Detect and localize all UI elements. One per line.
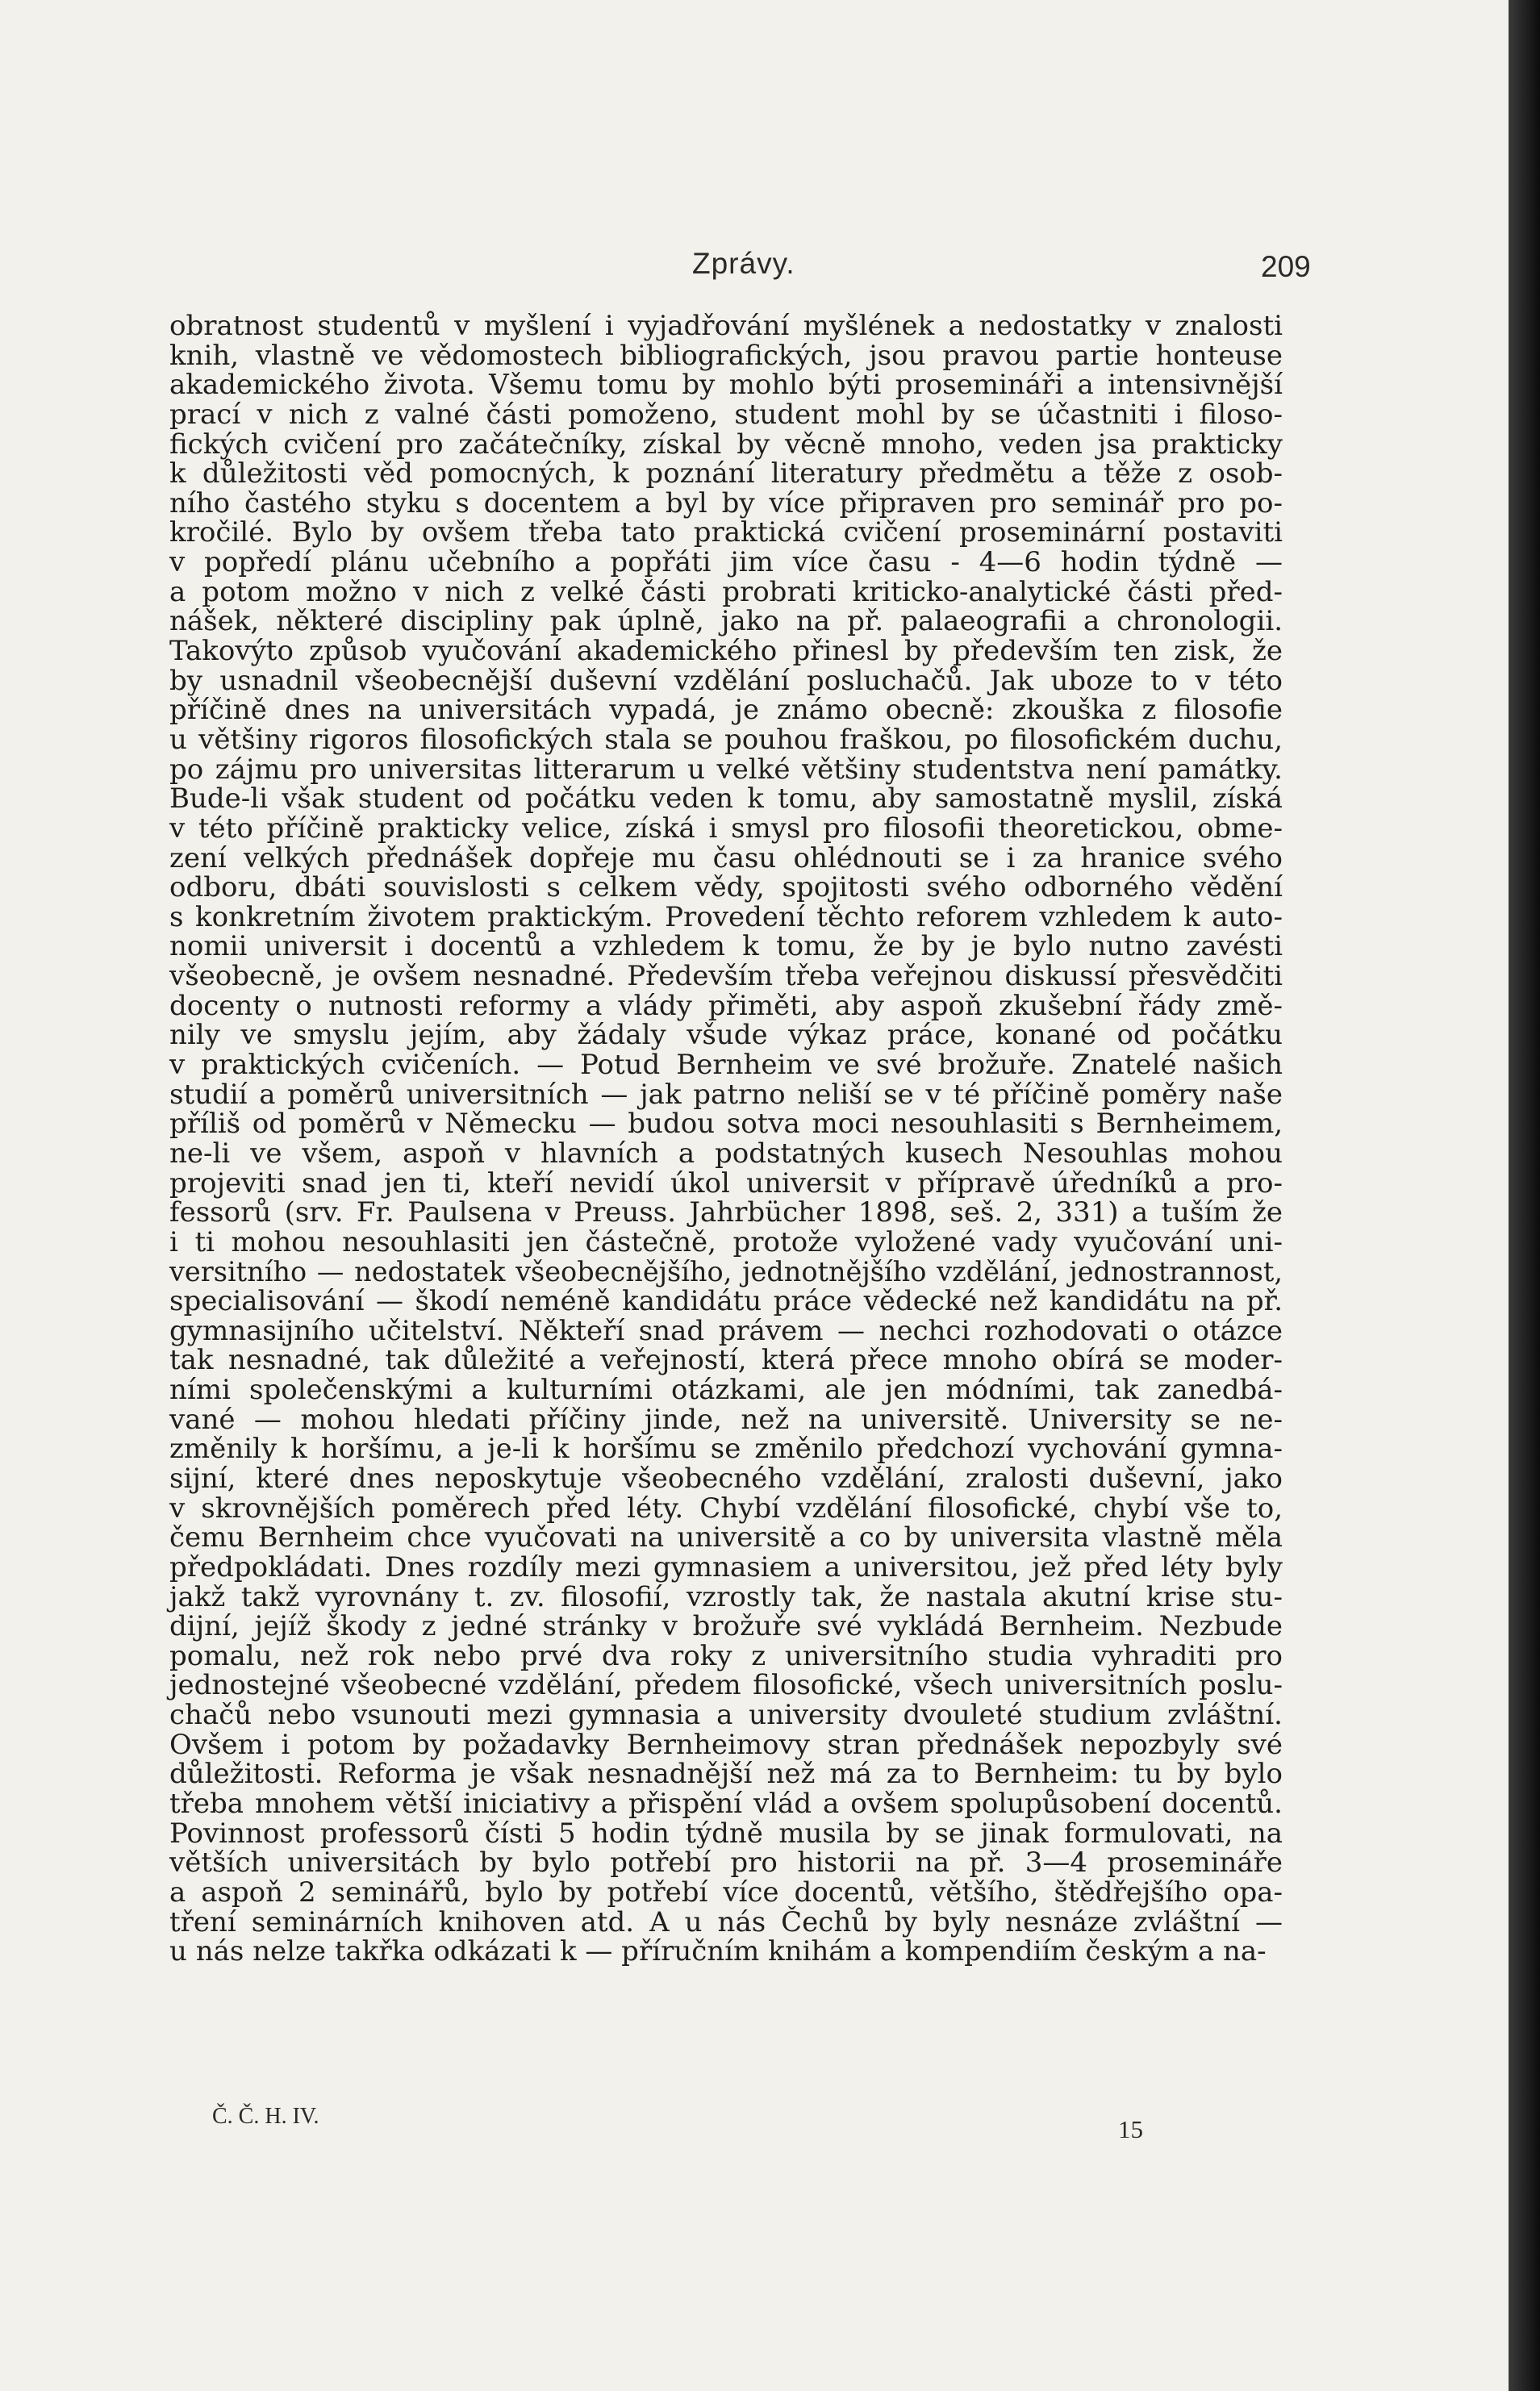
text-line: chačů nebo vsunouti mezi gymnasia a university dvouleté studium zvláštní. <box>169 1699 1283 1732</box>
text-line: tak nesnadné, tak důležité a veřejností, která přece mnoho obírá se moder- <box>169 1344 1283 1377</box>
text-line: fessorů (srv. Fr. Paulsena v Preuss. Jahrbücher 1898, seš. 2, 331) a tuším že <box>169 1196 1283 1229</box>
text-line: akademického života. Všemu tomu by mohlo býti prosemináři a intensivnější <box>169 369 1283 402</box>
text-line: předpokládati. Dnes rozdíly mezi gymnasiem a universitou, jež před léty byly <box>169 1550 1283 1584</box>
text-line: v této příčině prakticky velice, získá i smysl pro filosofii theoretickou, obme- <box>169 812 1283 845</box>
text-line: ními společenskými a kulturními otázkami, ale jen módními, tak zanedbá- <box>169 1374 1283 1407</box>
text-line: versitního — nedostatek všeobecnějšího, jednotnějšího vzdělání, jednostrannost, <box>169 1255 1283 1287</box>
scan-edge <box>1509 0 1540 2391</box>
text-line: Povinnost professorů čísti 5 hodin týdně musila by se jinak formulovati, na <box>169 1817 1283 1850</box>
text-line: v praktických cvičeních. — Potud Bernheim ve své brožuře. Znatelé našich <box>169 1049 1283 1082</box>
text-line: pomalu, než rok nebo prvé dva roky z universitního studia vyhraditi pro <box>169 1639 1283 1672</box>
text-line: důležitosti. Reforma je však nesnadnější než má za to Bernheim: tu by bylo <box>169 1758 1283 1791</box>
text-line: prací v nich z valné části pomoženo, student mohl by se účastniti i filoso- <box>169 398 1283 431</box>
text-line: nášek, některé discipliny pak úplně, jako na př. palaeografii a chronologii. <box>169 605 1283 638</box>
text-line: vané — mohou hledati příčiny jinde, než na universitě. University se ne- <box>169 1403 1283 1436</box>
text-line: ne-li ve všem, aspoň v hlavních a podstatných kusech Nesouhlas mohou <box>169 1137 1283 1170</box>
text-line: Takovýto způsob vyučování akademického přinesl by především ten zisk, že <box>169 635 1283 668</box>
text-line: s konkretním životem praktickým. Provedení těchto reforem vzhledem k auto- <box>169 900 1283 933</box>
text-line: nomii universit i docentů a vzhledem k tomu, že by je bylo nutno zavésti <box>169 930 1283 963</box>
text-line: k důležitosti věd pomocných, k poznání literatury předmětu a těže z osob- <box>169 457 1283 490</box>
text-line: všeobecně, je ovšem nesnadné. Především třeba veřejnou diskussí přesvědčiti <box>169 960 1283 993</box>
text-line: Bude-li však student od počátku veden k tomu, aby samostatně myslil, získá <box>169 782 1283 816</box>
footer-sheet-number: 15 <box>1118 2115 1143 2143</box>
text-line: u nás nelze takřka odkázati k — příručním knihám a kompendiím českým a na- <box>169 1935 1267 1968</box>
text-line: specialisování — škodí neméně kandidátu práce vědecké než kandidátu na př. <box>169 1285 1283 1318</box>
footer-signature: Č. Č. H. IV. <box>212 2104 319 2129</box>
text-line: v popředí plánu učebního a popřáti jim více času - 4—6 hodin týdně — <box>169 546 1283 579</box>
text-line: třeba mnohem větší iniciativy a přispění vlád a ovšem spolupůsobení docentů. <box>169 1788 1283 1821</box>
text-line: gymnasijního učitelství. Někteří snad právem — nechci rozhodovati o otázce <box>169 1314 1283 1347</box>
text-line: změnily k horšímu, a je-li k horšímu se změnilo předchozí vychování gymna- <box>169 1433 1283 1466</box>
text-line: projeviti snad jen ti, kteří nevidí úkol universit v přípravě úředníků a pro- <box>169 1166 1283 1200</box>
text-line: ního častého styku s docentem a byl by více připraven pro seminář pro po- <box>169 486 1283 520</box>
text-line: odboru, dbáti souvislosti s celkem vědy, spojitosti svého odborného vědění <box>169 871 1283 904</box>
text-line: u většiny rigoros filosofických stala se pouhou fraškou, po filosofickém duchu, <box>169 723 1283 756</box>
body-text <box>169 311 1283 1967</box>
text-line: větších universitách by bylo potřebí pro historii na př. 3—4 prosemináře <box>169 1846 1283 1880</box>
text-line: sijní, které dnes neposkytuje všeobecného vzdělání, zralosti duševní, jako <box>169 1462 1283 1495</box>
text-line: v skrovnějších poměrech před léty. Chybí vzdělání filosofické, chybí vše to, <box>169 1492 1283 1525</box>
text-line: docenty o nutnosti reformy a vlády přiměti, aby aspoň zkušební řády změ- <box>169 989 1283 1022</box>
text-line: Ovšem i potom by požadavky Bernheimovy stran přednášek nepozbyly své <box>169 1728 1283 1761</box>
text-line: i ti mohou nesouhlasiti jen částečně, protože vyložené vady vyučování uni- <box>169 1225 1283 1258</box>
text-line: by usnadnil všeobecnější duševní vzdělání posluchačů. Jak uboze to v této <box>169 664 1283 697</box>
text-line: po zájmu pro universitas litterarum u velké většiny studentstva není památky. <box>169 753 1283 786</box>
text-line: a potom možno v nich z velké části probrati kriticko-analytické části před- <box>169 575 1283 608</box>
text-line: a aspoň 2 seminářů, bylo by potřebí více docentů, většího, štědřejšího opa- <box>169 1876 1283 1909</box>
text-line: jednostejné všeobecné vzdělání, předem filosofické, všech universitních poslu- <box>169 1669 1283 1702</box>
text-line: příčině dnes na universitách vypadá, je známo obecně: zkouška z filosofie <box>169 694 1283 727</box>
text-line: studií a poměrů universitních — jak patrno neliší se v té příčině poměry naše <box>169 1078 1283 1111</box>
text-line: fických cvičení pro začátečníky, získal by věcně mnoho, veden jsa prakticky <box>169 428 1283 461</box>
running-header-title: Zprávy. <box>692 247 795 280</box>
text-line: příliš od poměrů v Německu — budou sotva moci nesouhlasiti s Bernheimem, <box>169 1108 1283 1141</box>
text-line: dijní, jejíž škody z jedné stránky v brožuře své vykládá Bernheim. Nezbude <box>169 1610 1283 1643</box>
text-line: knih, vlastně ve vědomostech bibliografických, jsou pravou partie honteuse <box>169 339 1283 372</box>
text-line: obratnost studentů v myšlení i vyjadřování myšlének a nedostatky v znalosti <box>169 310 1283 342</box>
page-number: 209 <box>1261 250 1311 283</box>
text-line: kročilé. Bylo by ovšem třeba tato praktická cvičení proseminární postaviti <box>169 516 1283 549</box>
text-line: jakž takž vyrovnány t. zv. filosofií, vzrostly tak, že nastala akutní krise stu- <box>169 1580 1283 1613</box>
text-line: zení velkých přednášek dopřeje mu času ohlédnouti se i za hranice svého <box>169 841 1283 874</box>
text-line: tření seminárních knihoven atd. A u nás Čechů by byly nesnáze zvláštní — <box>169 1905 1283 1938</box>
text-line: čemu Bernheim chce vyučovati na universitě a co by universita vlastně měla <box>169 1521 1283 1554</box>
text-line: nily ve smyslu jejím, aby žádaly všude výkaz práce, konané od počátku <box>169 1019 1283 1052</box>
